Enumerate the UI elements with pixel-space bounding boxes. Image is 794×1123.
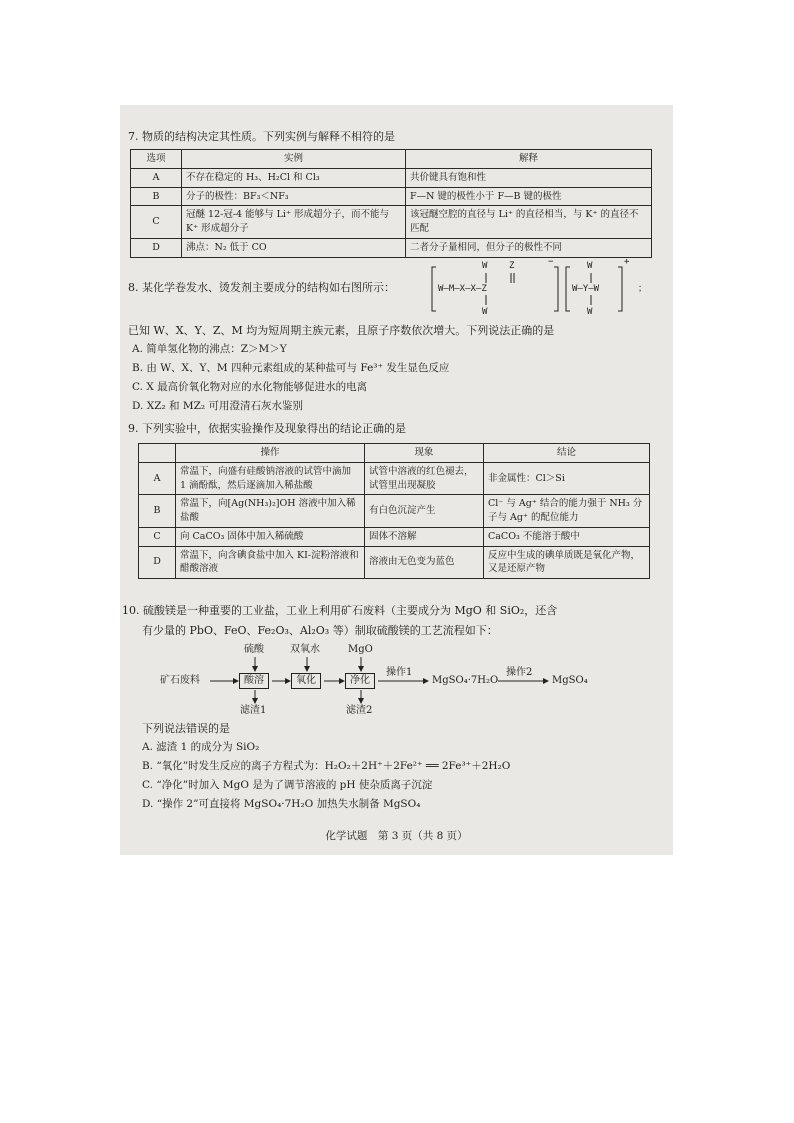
flow-start: 矿石废料 [160, 675, 200, 686]
table-cell: 常温下，向盛有硅酸钠溶液的试管中滴加 1 滴酚酞，然后逐滴加入稀盐酸 [176, 462, 365, 495]
q10-option-c: C. “净化”时加入 MgO 是为了调节溶液的 pH 使杂质离子沉淀 [142, 779, 433, 791]
flow-box-acid-dissolve: 酸溶 [239, 673, 269, 689]
table-cell: 冠醚 12-冠-4 能够与 Li⁺ 形成超分子，而不能与 K⁺ 形成超分子 [182, 206, 406, 239]
q8-given: 已知 W、X、Y、Z、M 均为短周期主族元素，且原子序数依次增大。下列说法正确的是 [128, 324, 555, 337]
table-cell: 二者分子量相同，但分子的极性不同 [406, 238, 652, 257]
table-cell: 共价键具有饱和性 [406, 168, 652, 187]
q8-stem: 8. 某化学卷发水、烫发剂主要成分的结构如右图所示： [128, 281, 395, 294]
table-cell: 不存在稳定的 H₃、H₂Cl 和 Cl₃ [182, 168, 406, 187]
structure-semicolon: ； [638, 284, 648, 294]
structure-z-top: Z [509, 261, 515, 271]
q7-table [130, 149, 652, 258]
exam-photo [120, 105, 673, 855]
q8-option-b: B. 由 W、X、Y、M 四种元素组成的某种盐可与 Fe³⁺ 发生显色反应 [132, 362, 450, 374]
table-cell: Cl⁻ 与 Ag⁺ 结合的能力强于 NH₃ 分子与 Ag⁺ 的配位能力 [484, 495, 650, 528]
flow-reagent-mgo: MgO [348, 644, 373, 655]
flow-intermediate: MgSO₄·7H₂O [432, 675, 499, 686]
q7-stem: 7. 物质的结构决定其性质。下列实例与解释不相符的是 [128, 130, 395, 143]
q10-option-b: B. “氧化”时发生反应的离子方程式为：H₂O₂＋2H⁺＋2Fe²⁺ ══ 2Fe³⁺＋2H₂O [142, 760, 511, 772]
structure-w-top2: W [587, 261, 593, 271]
table-header: 实例 [182, 150, 406, 169]
table-header: 操作 [176, 444, 365, 463]
flow-residue-1: 滤渣1 [240, 705, 267, 716]
structure-w-bottom2: W [587, 307, 593, 317]
table-header-row [139, 444, 650, 463]
table-cell: CaCO₃ 不能溶于酸中 [484, 527, 650, 546]
flow-box-purification: 净化 [345, 673, 375, 689]
table-cell: C [139, 527, 176, 546]
table-cell: 向 CaCO₃ 固体中加入稀硫酸 [176, 527, 365, 546]
flow-operation-2: 操作2 [506, 667, 533, 678]
structure-w-bottom: W [482, 307, 488, 317]
q10-stem-line2: 有少量的 PbO、FeO、Fe₂O₃、Al₂O₃ 等）制取硫酸镁的工艺流程如下： [142, 624, 498, 637]
flow-box-oxidation: 氧化 [291, 673, 321, 689]
table-row [139, 546, 650, 579]
table-row [139, 527, 650, 546]
table-cell: F—N 键的极性小于 F—B 键的极性 [406, 187, 652, 206]
table-cell: 常温下，向[Ag(NH₃)₂]OH 溶液中加入稀盐酸 [176, 495, 365, 528]
table-header-row [131, 150, 652, 169]
q8-option-a: A. 简单氢化物的沸点：Z＞M＞Y [132, 343, 287, 355]
q9-table [138, 443, 650, 579]
structure-figure [428, 255, 668, 319]
structure-cation: W—Y—W [572, 284, 600, 294]
exam-sheet [120, 105, 673, 855]
structure-charge-minus: − [548, 257, 554, 267]
table-row [139, 462, 650, 495]
table-header: 结论 [484, 444, 650, 463]
table-cell: 非金属性：Cl＞Si [484, 462, 650, 495]
table-cell: A [131, 168, 182, 187]
q9-stem: 9. 下列实验中，依据实验操作及现象得出的结论正确的是 [128, 422, 406, 435]
table-cell: C [131, 206, 182, 239]
table-cell: A [139, 462, 176, 495]
table-cell: 试管中溶液的红色褪去，试管里出现凝胶 [365, 462, 484, 495]
flow-reagent-sulfuric-acid: 硫酸 [244, 644, 264, 655]
table-cell: 该冠醚空腔的直径与 Li⁺ 的直径相当，与 K⁺ 的直径不匹配 [406, 206, 652, 239]
q10-stem-line1: 10. 硫酸镁是一种重要的工业盐，工业上利用矿石废料（主要成分为 MgO 和 SiO₂，还含 [122, 604, 558, 617]
table-cell: 常温下，向含碘食盐中加入 KI-淀粉溶液和醋酸溶液 [176, 546, 365, 579]
table-header: 解释 [406, 150, 652, 169]
q10-option-a: A. 滤渣 1 的成分为 SiO₂ [142, 741, 260, 753]
table-header: 选项 [131, 150, 182, 169]
table-cell: D [139, 546, 176, 579]
table-row [131, 168, 652, 187]
q10-option-d: D. “操作 2”可直接将 MgSO₄·7H₂O 加热失水制备 MgSO₄ [142, 798, 421, 810]
table-row [131, 187, 652, 206]
table-cell: 分子的极性：BF₃＜NF₃ [182, 187, 406, 206]
structure-w-top: W [482, 261, 488, 271]
table-cell: B [139, 495, 176, 528]
q10-ask: 下列说法错误的是 [142, 722, 230, 735]
flow-operation-1: 操作1 [386, 667, 413, 678]
table-cell: 沸点：N₂ 低于 CO [182, 238, 406, 257]
table-cell: 有白色沉淀产生 [365, 495, 484, 528]
flow-residue-2: 滤渣2 [346, 705, 373, 716]
flow-reagent-h2o2: 双氧水 [290, 644, 320, 655]
table-cell: D [131, 238, 182, 257]
q8-option-c: C. X 最高价氧化物对应的水化物能够促进水的电离 [132, 381, 368, 393]
table-cell: B [131, 187, 182, 206]
structure-anion: W—M—X—X—Z [438, 284, 487, 294]
table-header: 现象 [365, 444, 484, 463]
structure-charge-plus: + [624, 257, 630, 267]
flow-end-product: MgSO₄ [552, 675, 588, 686]
table-row [139, 495, 650, 528]
table-cell: 固体不溶解 [365, 527, 484, 546]
process-flowchart [160, 643, 660, 719]
q8-option-d: D. XZ₂ 和 MZ₂ 可用澄清石灰水鉴别 [132, 400, 303, 412]
page-footer: 化学试题 第 3 页（共 8 页） [325, 830, 468, 842]
table-cell: 溶液由无色变为蓝色 [365, 546, 484, 579]
table-cell: 反应中生成的碘单质既是氧化产物，又是还原产物 [484, 546, 650, 579]
table-row [131, 206, 652, 239]
table-header [139, 444, 176, 463]
